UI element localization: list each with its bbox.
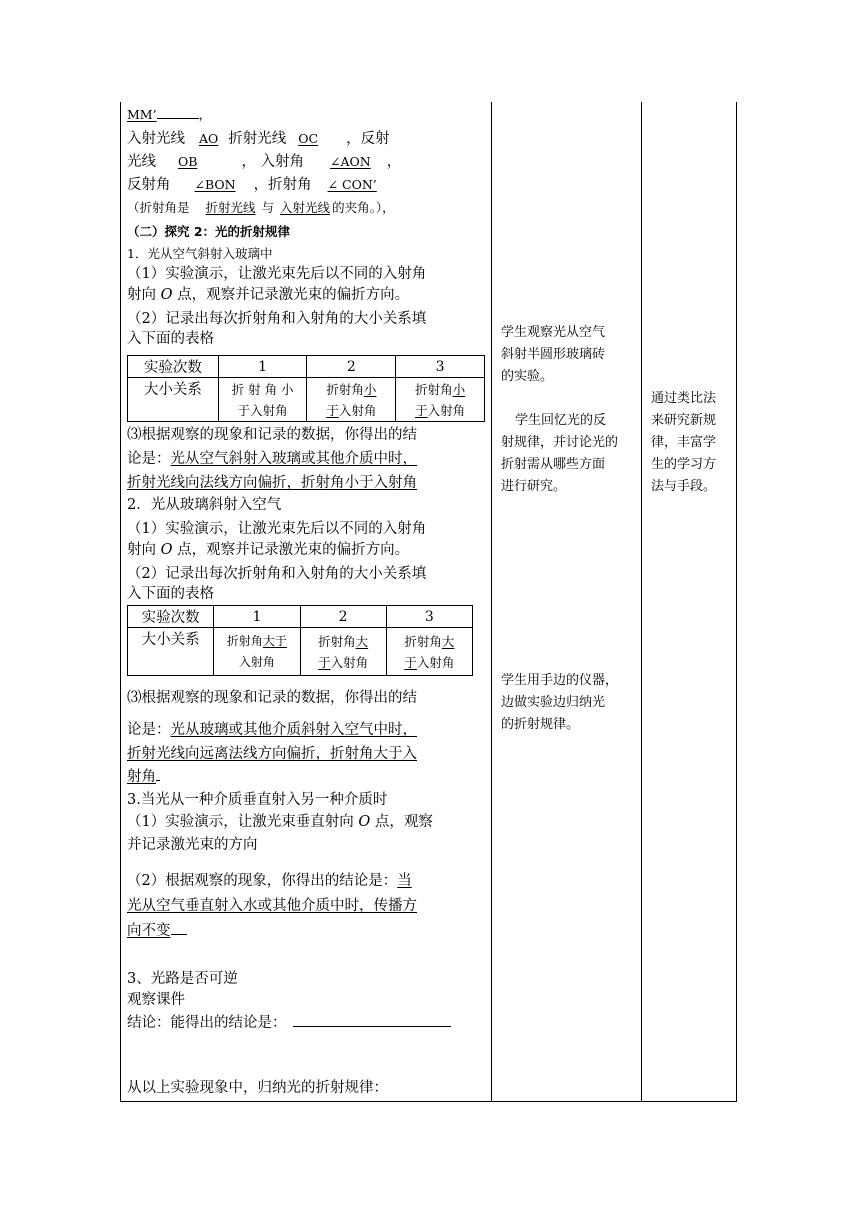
table-cell — [386, 628, 472, 676]
ray-line-3 — [127, 175, 401, 195]
conclusion-3-cont — [127, 920, 187, 941]
answer-bon: ∠BON — [194, 177, 236, 192]
text: ，折射角 — [253, 177, 312, 193]
text: 点，观察并记录激光束的偏折方向。 — [172, 287, 410, 303]
section-title-inquiry-2: （二）探究 2：光的折射规律 — [127, 224, 291, 239]
text: 入射角 — [238, 654, 275, 669]
conclusion-2-cont — [127, 766, 160, 787]
text: 入射角 — [330, 654, 369, 670]
text-line: （1）实验演示，让激光束先后以不同的入射角 — [127, 266, 427, 282]
ray-line-1 — [127, 129, 390, 149]
text: 的折射规律。 — [501, 717, 580, 732]
text: 折射角 — [404, 633, 442, 649]
text-line: （2）记录出每次折射角和入射角的大小关系填 — [127, 311, 427, 327]
lesson-table — [120, 102, 737, 1102]
answer: 于 — [404, 654, 417, 670]
answer: 向不变 — [127, 923, 171, 939]
column-divider-2 — [641, 102, 642, 1101]
table-header: 实验次数 — [128, 606, 214, 628]
column-divider-1 — [491, 102, 492, 1101]
point-o: O — [160, 287, 173, 303]
text-line — [127, 540, 409, 560]
text: 与 — [261, 200, 275, 215]
answer: 射角 — [127, 769, 156, 785]
text: 斜射半圆形玻璃砖 — [501, 347, 606, 362]
text-line: 入下面的表格 — [127, 331, 214, 347]
table-row-label: 大小关系 — [128, 628, 214, 676]
point-o: O — [160, 542, 173, 558]
point-o: O — [358, 814, 371, 830]
text: 法与手段。 — [651, 479, 717, 494]
text: 论是： — [127, 722, 171, 738]
blank — [157, 104, 199, 119]
subsection-title-4: 3、光路是否可逆 — [127, 971, 238, 987]
subsection-title-1: 1．光从空气斜射入玻璃中 — [127, 246, 273, 261]
text: 点，观察 — [370, 814, 433, 830]
answer: 于 — [415, 402, 428, 418]
text-line: 从以上实验现象中，归纳光的折射规律： — [127, 1080, 388, 1096]
text: 进行研究。 — [501, 479, 567, 494]
text-line: 并记录激光束的方向 — [127, 837, 258, 853]
answer-con: ∠ CON’ — [327, 177, 377, 192]
answer: 折射光线向远离法线方向偏折，折射角大于入 — [127, 746, 417, 762]
text: 于入射角 — [237, 402, 288, 418]
answer-aon: ∠AON — [330, 154, 371, 169]
text-line: ⑶根据观察的现象和记录的数据，你得出的结 — [127, 690, 417, 706]
angle-definition — [127, 198, 395, 218]
table-header: 1 — [218, 356, 307, 378]
text: ， 入射角 — [241, 154, 305, 170]
text: 入射角 — [416, 654, 455, 670]
text: 的夹角。）， — [332, 200, 395, 215]
blank — [156, 766, 160, 781]
table-cell — [218, 378, 307, 422]
table-header: 2 — [307, 356, 396, 378]
student-activity-3 — [501, 670, 618, 736]
answer: 于 — [318, 654, 331, 670]
text: 折射角 — [415, 381, 453, 397]
answer-incident-ray: 入射光线 — [280, 200, 331, 215]
conclusion-2 — [127, 720, 417, 740]
text: 入射角 — [338, 402, 377, 418]
answer: 于 — [326, 402, 339, 418]
text: 入射光线 — [127, 131, 185, 147]
text: 射向 — [127, 542, 161, 558]
table-cell — [396, 378, 485, 422]
text: 折射需从哪些方面 — [501, 457, 606, 472]
table-cell — [214, 628, 300, 676]
text: 律，丰富学 — [651, 435, 717, 450]
table-header: 3 — [386, 606, 472, 628]
table-header: 实验次数 — [128, 356, 219, 378]
text-line: 观察课件 — [127, 992, 185, 1008]
text-line — [127, 812, 433, 832]
table-cell — [300, 628, 386, 676]
text-line — [127, 285, 409, 305]
text: 折射角 — [318, 633, 356, 649]
text: 学生用手边的仪器， — [501, 673, 619, 688]
subsection-title-2: 2．光从玻璃斜射入空气 — [127, 497, 282, 513]
text: 射规律，并讨论光的 — [501, 435, 619, 450]
text: 来研究新规 — [651, 413, 717, 428]
table-row-label: 大小关系 — [128, 378, 219, 422]
design-intent-column — [651, 388, 716, 498]
text: 折射光线 — [228, 131, 287, 147]
conclusion-3 — [127, 871, 412, 891]
answer: 大 — [355, 633, 369, 649]
ray-line-2 — [127, 152, 401, 172]
subsection-title-3: 3.当光从一种介质垂直射入另一种介质时 — [127, 792, 388, 808]
text: （1）实验演示，让激光束垂直射向 — [127, 814, 359, 830]
text: （折射角是 — [127, 200, 190, 215]
text: 反射角 — [127, 177, 171, 193]
answer: 小 — [452, 381, 466, 397]
answer-ob: OB — [178, 154, 198, 169]
conclusion-1-cont — [127, 473, 417, 493]
text: 入射角 — [427, 402, 466, 418]
text: 光线 — [127, 154, 156, 170]
student-activity-2 — [501, 410, 618, 498]
table-air-to-glass — [127, 355, 485, 422]
text-line — [127, 1012, 451, 1033]
table-header: 3 — [396, 356, 485, 378]
answer-refracted-ray: 折射光线 — [205, 200, 256, 215]
table-glass-to-air — [127, 605, 473, 676]
text-line: （2）记录出每次折射角和入射角的大小关系填 — [127, 566, 427, 582]
text: （2）根据观察的现象，你得出的结论是： — [127, 873, 398, 889]
blank — [171, 920, 187, 935]
conclusion-3-cont — [127, 896, 417, 916]
answer: 小 — [363, 381, 377, 397]
answer-oc: OC — [298, 131, 319, 146]
answer: 大于 — [262, 633, 287, 648]
answer: 折射光线向法线方向偏折，折射角小于入射角 — [127, 475, 417, 491]
conclusion-2-cont — [127, 744, 417, 764]
answer: 光从空气斜射入玻璃或其他介质中时， — [170, 451, 417, 467]
text: ， — [386, 154, 402, 170]
text: 学生回忆光的反 — [515, 413, 607, 428]
mm-label: MM’ — [127, 107, 157, 122]
table-header: 1 — [214, 606, 300, 628]
table-header: 2 — [300, 606, 386, 628]
text: ，反射 — [346, 131, 390, 147]
text-line: 入下面的表格 — [127, 586, 214, 602]
text: 生的学习方 — [651, 457, 717, 472]
text: 的实验。 — [501, 369, 554, 384]
text-line: ⑶根据观察的现象和记录的数据，你得出的结 — [127, 427, 417, 443]
text: 折射角 — [226, 633, 263, 648]
answer: 大 — [441, 633, 455, 649]
table-cell — [307, 378, 396, 422]
mm-line — [127, 104, 211, 125]
answer: 当 — [397, 873, 412, 889]
answer-blank — [293, 1012, 451, 1027]
text: 学生观察光从空气 — [501, 325, 606, 340]
answer: 光从空气垂直射入水或其他介质中时，传播方 — [127, 898, 417, 914]
text: 通过类比法 — [651, 391, 717, 406]
text: 边做实验边归纳光 — [501, 695, 606, 710]
punct: ， — [198, 107, 212, 122]
student-activity-1 — [501, 322, 605, 388]
text-line: （1）实验演示，让激光束先后以不同的入射角 — [127, 521, 427, 537]
text: 折射角 — [326, 381, 364, 397]
answer-ao: AO — [199, 131, 219, 146]
conclusion-1 — [127, 449, 417, 469]
text: 论是： — [127, 451, 171, 467]
text: 折 射 角 小 — [231, 381, 294, 397]
text: 射向 — [127, 287, 161, 303]
text: 点，观察并记录激光束的偏折方向。 — [172, 542, 410, 558]
answer: 光从玻璃或其他介质斜射入空气中时， — [170, 722, 417, 738]
text: 结论：能得出的结论是： — [127, 1015, 287, 1031]
